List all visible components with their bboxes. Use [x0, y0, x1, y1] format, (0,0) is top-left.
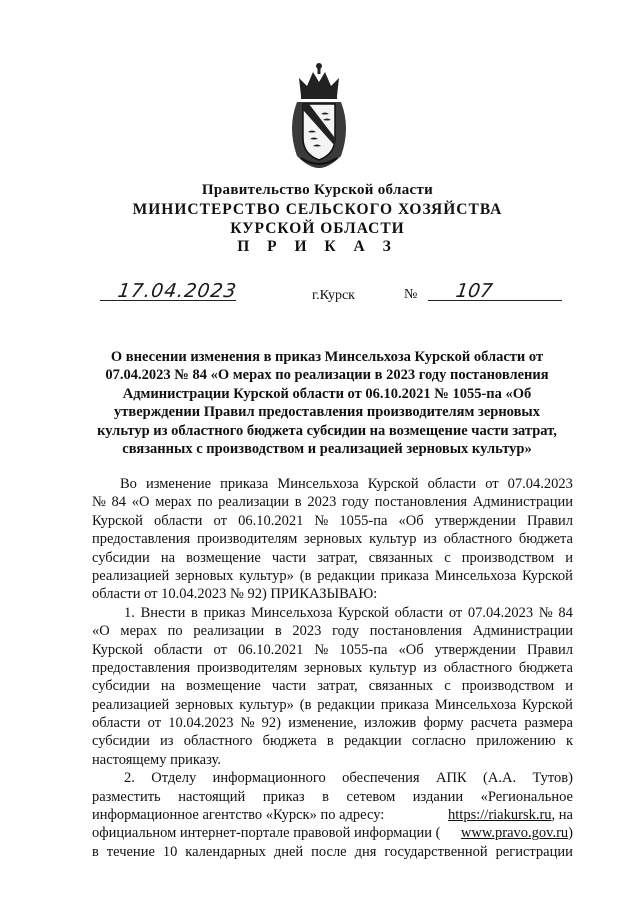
body-line [92, 604, 573, 622]
word: № [314, 512, 329, 529]
word: от [448, 604, 463, 621]
word: области [92, 715, 141, 732]
government-name: Правительство Курской области [201, 182, 434, 198]
word: субсидии [92, 678, 150, 695]
word: 07.04.2023 [467, 604, 534, 621]
order-number-label: № [404, 287, 418, 302]
word: Курской [338, 604, 389, 621]
word: 06.10.2021 [238, 641, 304, 658]
word: на [160, 549, 176, 566]
word: изложив [364, 715, 417, 732]
word: в [294, 494, 302, 511]
word: из [160, 733, 174, 750]
word: в [322, 788, 329, 805]
word: Тутов) [532, 770, 573, 787]
ministry-name: МИНИСТЕРСТВО СЕЛЬСКОГО ХОЗЯЙСТВА [132, 201, 503, 218]
word: приказ [262, 788, 305, 805]
word: бюджета [262, 733, 317, 750]
body-line [92, 622, 573, 640]
item-1-paragraph [92, 604, 573, 770]
preamble-paragraph [92, 475, 573, 604]
word: 92) [261, 715, 282, 732]
link-wrap [448, 806, 573, 824]
word: бюджета [518, 659, 573, 676]
body-line [92, 843, 573, 861]
date-underline [100, 300, 236, 301]
title-line: утверждении Правил предоставления производителям зерновых [114, 404, 540, 421]
word: дня [354, 843, 377, 860]
body-line [92, 512, 573, 530]
riakursk-link[interactable]: https://riakursk.ru [448, 807, 552, 824]
word: мерах [155, 494, 192, 511]
word: к [565, 733, 573, 750]
body-text: официальном интернет-портале правовой информации ( [92, 825, 441, 842]
body-line: настоящему приказу. [92, 751, 221, 768]
word: зерновых [175, 567, 234, 584]
word: № [92, 494, 106, 511]
word: изменение [145, 476, 212, 492]
word: субсидии [92, 549, 150, 566]
word: 84 [111, 494, 127, 511]
coat-of-arms-emblem [283, 58, 355, 170]
word: «Об [398, 641, 424, 658]
word: государственной [384, 843, 488, 860]
word: и [565, 549, 573, 566]
word: областного [183, 733, 253, 750]
word: Курской [522, 567, 573, 584]
word: 07.04.2023 [507, 476, 573, 492]
word: изменение, [288, 715, 357, 732]
word: Минсельхоза [434, 567, 517, 584]
word: 1055-па [339, 641, 388, 658]
word: областного [443, 531, 513, 548]
ministry-region: КУРСКОЙ ОБЛАСТИ [230, 220, 405, 237]
word: зерновых [175, 696, 234, 713]
word: по [167, 623, 183, 640]
word: Курской [367, 476, 419, 492]
word: 84 [558, 604, 573, 621]
body-text: информационное агентство «Курск» по адресу: [92, 807, 385, 824]
word: постановления [369, 623, 463, 640]
word: с [444, 549, 451, 566]
word: редакции [317, 696, 375, 713]
word: приложению [476, 733, 556, 750]
word: № [240, 715, 255, 732]
word: на [160, 678, 176, 695]
title-line: связанных с производством и реализацией зерновых культур» [122, 441, 532, 458]
order-city: г.Курск [312, 288, 355, 303]
body-text: ) [568, 825, 573, 842]
word: АПК [436, 770, 467, 787]
word: возмещение [186, 678, 261, 695]
word: сетевом [346, 788, 396, 805]
word: обеспечения [342, 770, 420, 787]
word: приказ [203, 604, 246, 621]
title-line: О внесении изменения в приказ Минсельхоза Курской области от [110, 349, 544, 365]
word: Курской [92, 512, 143, 529]
word: в [274, 623, 282, 640]
body-line [92, 641, 573, 659]
body-line [92, 824, 573, 842]
link-wrap [461, 824, 573, 842]
word: редакции [317, 567, 375, 584]
word: 2. [124, 770, 135, 787]
word: реализации [218, 494, 290, 511]
word: в [326, 733, 334, 750]
word: Курской [522, 696, 573, 713]
word: «Об [398, 512, 424, 529]
body-line [92, 788, 573, 806]
word: настоящий [178, 788, 246, 805]
word: области [153, 641, 203, 658]
word: культур» [239, 567, 294, 584]
word: областного [443, 659, 513, 676]
word: реализацией [92, 567, 170, 584]
word: приказа [380, 696, 429, 713]
word: предоставления [92, 531, 191, 548]
body-line [92, 806, 573, 824]
word: 2023 [307, 494, 337, 511]
word: приказа [380, 567, 429, 584]
word: в [92, 843, 99, 860]
word: регистрации [495, 843, 573, 860]
body-line [92, 493, 573, 511]
word: и [565, 678, 573, 695]
word: из [423, 531, 437, 548]
number-underline [428, 300, 562, 301]
word: производством [461, 549, 555, 566]
word: культур [369, 659, 417, 676]
order-title [82, 348, 572, 458]
body-line [92, 475, 573, 493]
body-line [92, 567, 573, 585]
word: утверждении [434, 641, 516, 658]
word: Правил [527, 641, 573, 658]
word: затрат, [317, 678, 358, 695]
word: № [538, 604, 553, 621]
word: после [311, 843, 347, 860]
word: Правил [527, 512, 573, 529]
word: (А.А. [483, 770, 517, 787]
word: 1. [124, 604, 135, 621]
word: 06.10.2021 [238, 512, 304, 529]
word: (в [299, 567, 312, 584]
word: производителям [196, 531, 298, 548]
word: 1055-па [339, 512, 388, 529]
title-line: 07.04.2023 № 84 «О мерах по реализации в 2023 году постановления [105, 367, 549, 384]
word: зерновых [304, 659, 363, 676]
word: согласно [411, 733, 466, 750]
word: от [147, 715, 162, 732]
body-line [92, 769, 573, 787]
word: течение [106, 843, 155, 860]
word: затрат, [317, 549, 358, 566]
order-body [92, 475, 573, 861]
word: «Региональное [480, 788, 573, 805]
body-line [92, 530, 573, 548]
word: Минсельхоза [251, 604, 333, 621]
word: Минсельхоза [434, 696, 517, 713]
word: производителям [196, 659, 298, 676]
word: мерах [120, 623, 157, 640]
word: из [423, 659, 437, 676]
word: области [427, 476, 477, 492]
body-line: области от 10.04.2023 № 92) ПРИКАЗЫВАЮ: [92, 586, 378, 603]
word: размера [524, 715, 573, 732]
word: бюджета [518, 531, 573, 548]
word: утверждении [434, 512, 516, 529]
word: Минсельхоза [277, 476, 359, 492]
word: возмещение [186, 549, 261, 566]
body-text: , на [551, 807, 573, 824]
word: по [197, 494, 213, 511]
word: Отделу [151, 770, 197, 787]
word: Курской [92, 641, 143, 658]
word: связанных [368, 549, 434, 566]
body-line [92, 732, 573, 750]
item-2-paragraph [92, 769, 573, 861]
word: «О [92, 623, 110, 640]
word: году [342, 494, 370, 511]
word: культур [369, 531, 417, 548]
word: расчета [470, 715, 518, 732]
word: зерновых [304, 531, 363, 548]
word: разместить [92, 788, 161, 805]
word: части [271, 678, 307, 695]
word: связанных [368, 678, 434, 695]
word: Администрации [472, 623, 573, 640]
title-line: культур из областного бюджета субсидии на возмещение части затрат, [97, 422, 557, 439]
word: Во [120, 476, 137, 492]
word: 2023 [292, 623, 322, 640]
pravo-gov-link[interactable]: www.pravo.gov.ru [460, 825, 569, 842]
word: Администрации [472, 494, 573, 511]
word: редакции [344, 733, 402, 750]
body-line [92, 659, 573, 677]
word: области [394, 604, 444, 621]
word: предоставления [92, 659, 191, 676]
word: «О [131, 494, 150, 511]
word: реализации [193, 623, 265, 640]
order-date-handwritten: 17.04.2023 [116, 280, 239, 302]
word: субсидии [92, 733, 150, 750]
word: от [485, 476, 499, 492]
word: в [191, 604, 198, 621]
word: от [213, 641, 227, 658]
word: части [271, 549, 307, 566]
word: области [153, 512, 203, 529]
word: реализацией [92, 696, 170, 713]
word: 10.04.2023 [168, 715, 234, 732]
word: от [213, 512, 227, 529]
document-type: П Р И К А З [237, 238, 398, 255]
word: с [444, 678, 451, 695]
word: 10 [162, 843, 178, 860]
body-line [92, 549, 573, 567]
body-line [92, 696, 573, 714]
title-line: Администрации Курской области от 06.10.2021 № 1055-па «Об [122, 385, 532, 402]
order-number-handwritten: 107 [454, 280, 494, 302]
word: приказа [220, 476, 269, 492]
word: производством [461, 678, 555, 695]
word: культур» [239, 696, 294, 713]
word: издании [412, 788, 464, 805]
body-line [92, 714, 573, 732]
word: информационного [212, 770, 326, 787]
word: Внести [140, 604, 186, 621]
word: № [314, 641, 329, 658]
word: году [332, 623, 360, 640]
word: форму [423, 715, 464, 732]
word: (в [299, 696, 312, 713]
word: дней [273, 843, 304, 860]
word: постановления [374, 494, 468, 511]
body-line [92, 677, 573, 695]
word: календарных [185, 843, 266, 860]
